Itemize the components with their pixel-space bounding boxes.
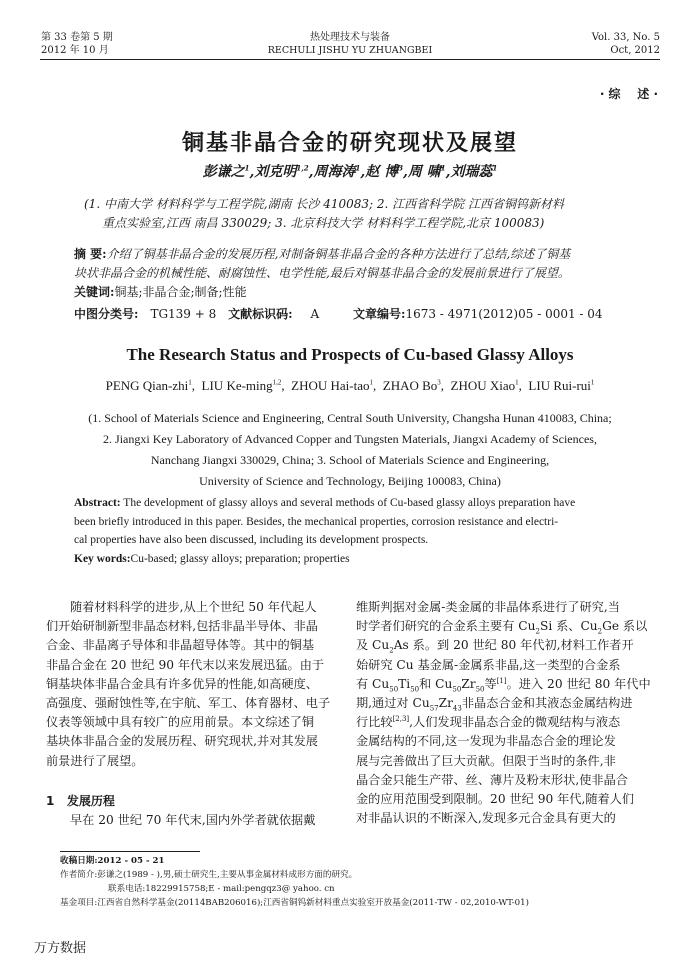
date-en: Oct, 2012 xyxy=(610,45,660,56)
left-column: 随着材料科学的进步,从上个世纪 50 年代起人 们开始研制新型非晶态材料,包括非晶半导体、非晶 合金、非晶离子导体和非晶超导体等。其中的铜基 非晶合金在 20 世纪 90 年代末以来发展迅猛。由于 铜基块体非晶合金具有许多优异的性能,如高硬度、 高强度、强耐蚀性等,在宇航、军工、体育器材、电子 仪表等领域中具有较广的应用前景。本文综述了铜 基块体非晶合金的发展历程、研究现状,并对其发展 前景进行了展望。 1 发展历程 早在 20 世纪 70 年代末,国内外学者就依据戴 xyxy=(46,598,346,830)
author-en: LIU Rui-rui$^1$ xyxy=(528,378,595,393)
right-column: 维斯判据对金属-类金属的非晶体系进行了研究,当 时学者们研究的合金系主要有 $Cu_2Si$ 系、$Cu_2Ge$ 系以 及 $Cu_2As$ 系。到 20 世纪 80 年代初,材料工作者开 始研究 Cu 基金属-金属系非晶,这一类型的合金系 有 $Cu_{50}Ti_{50}$和 $Cu_{50}Zr_{50}$等[1]。进入 20 世纪 80 年代中 期,通过对 $Cu_{57}Zr_{43}$非晶态合金和其液态金属结构进 行比较[2,3],人们发现非晶态合金的微观结构与液态 金属结构的不同,这一发现为非晶态合金的理论发 展与完善做出了巨大贡献。但限于当时的条件,非 晶合金只能生产带、丝、薄片及粉末形状,使非晶合 金的应用范围受到限制。20 世纪 90 年代,随着人们 对非晶认识的不断深入,发现多元合金具有更大的 xyxy=(356,600,651,826)
abstract-cn-label: 摘 要: xyxy=(74,247,107,261)
author-cn: 刘克明$^{1,2}$ xyxy=(254,163,309,180)
author-en: ZHOU Hai-tao$^1$ xyxy=(291,378,373,393)
footnotes xyxy=(60,854,660,910)
abstract-en: Abstract: The development of glassy alloys and several methods of Cu-based glassy alloys preparation have been briefly introduced in this paper. Besides, the mechanical properties, corrosion resistance and electri- cal properties have also been discussed, including its development prospects. Key words:Cu-based; glassy alloys; preparation; properties xyxy=(74,497,576,566)
citation: [2,3] xyxy=(392,715,410,724)
doc-code: A xyxy=(310,307,320,321)
author-cn: 赵 博$^3$ xyxy=(365,163,403,180)
date-cn: 2012 年 10 月 xyxy=(41,45,109,56)
author-cn: 周 啸$^1$ xyxy=(407,163,446,180)
contact: 联系电话:18229915758;E - mail:pengqz3@ yahoo. cn xyxy=(108,884,335,894)
author-cn: 刘瑞蕊$^1$ xyxy=(450,163,498,180)
journal-en: RECHULI JISHU YU ZHUANGBEI xyxy=(267,45,433,56)
citation: [1] xyxy=(496,676,507,685)
issue-cn: 第 33 卷第 5 期 xyxy=(41,32,113,43)
keywords-en-label: Key words: xyxy=(74,553,131,566)
header-rule xyxy=(40,59,660,60)
author-en: LIU Ke-ming$^{1,2}$ xyxy=(201,378,282,393)
watermark: 万方数据 xyxy=(34,941,87,956)
abstract-cn: 摘 要:介绍了铜基非晶合金的发展历程,对制备铜基非晶合金的各种方法进行了总结,综述了铜基 块状非晶合金的机械性能、耐腐蚀性、电学性能,最后对铜基非晶合金的发展前景进行了展望。 关键词:铜基;非晶合金;制备;性能 xyxy=(74,247,571,299)
clc-number: TG139 + 8 xyxy=(150,307,217,321)
abstract-en-label: Abstract: xyxy=(74,497,121,509)
footnote-rule xyxy=(60,851,200,852)
section-heading: 1 发展历程 xyxy=(46,793,115,808)
authors-en: PENG Qian-zhi$^1$, LIU Ke-ming$^{1,2}$, ZHOU Hai-tao$^1$, ZHAO Bo$^3$, ZHOU Xiao$^1$, LIU Rui-rui$^1$ xyxy=(105,378,595,393)
title-en: The Research Status and Prospects of Cu-based Glassy Alloys xyxy=(126,345,574,364)
author-en: PENG Qian-zhi$^1$ xyxy=(105,378,192,393)
section-label: · 综 述 · xyxy=(599,87,658,101)
keywords-cn-label: 关键词: xyxy=(74,285,115,299)
vol-en: Vol. 33, No. 5 xyxy=(591,32,660,43)
affil-cn-line2: 重点实验室,江西 南昌 330029; 3. 北京科技大学 材料科学工程学院,北京 100083) xyxy=(102,216,545,230)
article-number: 1673 - 4971(2012)05 - 0001 - 04 xyxy=(405,307,603,321)
author-cn: 彭谦之$^1$ xyxy=(202,163,250,180)
authors-cn: 彭谦之$^1$,刘克明$^{1,2}$,周海涛$^1$,赵 博$^3$,周 啸$^1$,刘瑞蕊$^1$ xyxy=(202,163,498,180)
affil-en: (1. School of Materials Science and Engineering, Central South University, Changsha Hunan 410083, China; 2. Jiangxi Key Laboratory of Advanced Copper and Tungsten Materials, Jiangxi Academy of Sciences, Nanchang Jiangxi 330029, China; 3. School of Materials Science and Engineering, University of Science and Technology, Beijing 100083, China) xyxy=(88,411,612,488)
classification: 中图分类号: TG139 + 8 文献标识码: A 文章编号:1673 - 4971(2012)05 - 0001 - 04 xyxy=(74,307,603,321)
title-cn: 铜基非晶合金的研究现状及展望 xyxy=(181,131,518,156)
keywords-en: Cu-based; glassy alloys; preparation; properties xyxy=(130,553,350,566)
author-cn: 周海涛$^1$ xyxy=(313,163,361,180)
author-en: ZHAO Bo$^3$ xyxy=(382,378,441,393)
received-date: 收稿日期:2012 - 05 - 21 xyxy=(60,856,165,866)
author-en: ZHOU Xiao$^1$ xyxy=(450,378,519,393)
affil-cn-line1: (1. 中南大学 材料科学与工程学院,湖南 长沙 410083; 2. 江西省科学院 江西省铜钨新材料 xyxy=(84,197,564,211)
author-bio: 作者简介:彭谦之(1989 - ),男,硕士研究生,主要从事金属材料成形方面的研究。 xyxy=(60,870,358,880)
journal-cn: 热处理技术与装备 xyxy=(310,32,390,43)
keywords-cn: 铜基;非晶合金;制备;性能 xyxy=(114,285,247,299)
fund: 基金项目:江西省自然科学基金(20114BAB206016);江西省铜钨新材料重点实验室开放基金(2011-TW - 02,2010-WT-01) xyxy=(60,898,529,908)
